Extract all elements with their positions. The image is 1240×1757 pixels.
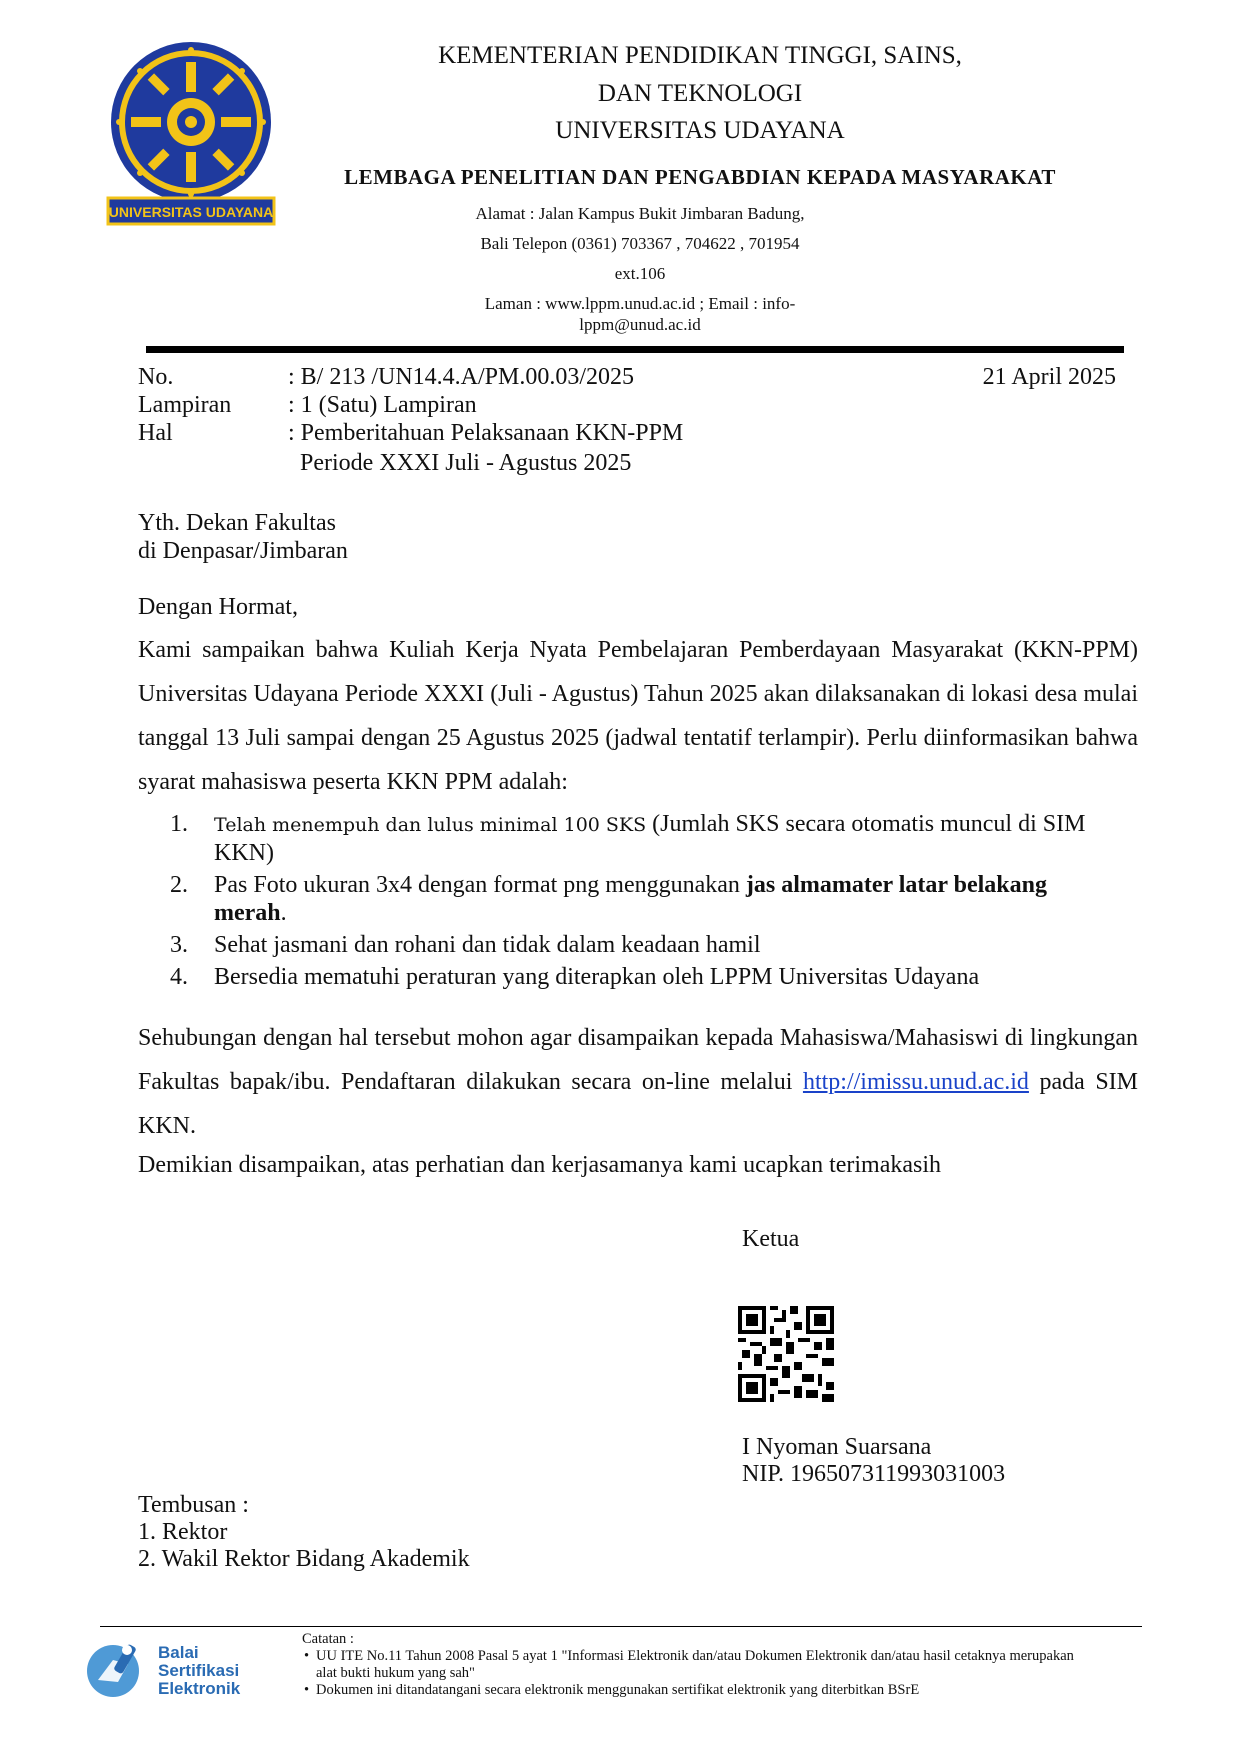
recipient-line1: Yth. Dekan Fakultas — [138, 510, 336, 536]
address-line1: Alamat : Jalan Kampus Bukit Jimbaran Badung, — [475, 204, 805, 223]
svg-text:UNIVERSITAS UDAYANA: UNIVERSITAS UDAYANA — [108, 204, 274, 220]
letterhead-divider — [146, 346, 1124, 353]
tembusan-label: Tembusan : — [138, 1492, 249, 1518]
bsre-line2: Sertifikasi — [158, 1661, 240, 1680]
no-label: No. — [138, 364, 174, 390]
list-text-cont: . — [280, 900, 287, 926]
notes-label: Catatan : — [302, 1631, 354, 1647]
closing-sentence: Demikian disampaikan, atas perhatian dan kerjasamanya kami ucapkan terimakasih — [138, 1152, 942, 1178]
hal-label: Hal — [138, 420, 173, 446]
bsre-line1: Balai — [158, 1643, 199, 1662]
bsre-logo — [80, 1638, 270, 1708]
address-line4: Laman : www.lppm.unud.ac.id ; Email : info- — [484, 294, 796, 313]
ministry-name-line2: DAN TEKNOLOGI — [597, 80, 803, 107]
list-item — [170, 871, 1100, 927]
footer-notes — [302, 1631, 1082, 1699]
list-number: 3. — [170, 932, 188, 958]
signature-title: Ketua — [742, 1226, 800, 1252]
bsre-line3: Elektronik — [158, 1679, 241, 1698]
lampiran-value: : 1 (Satu) Lampiran — [288, 392, 477, 418]
tembusan-item: 2. Wakil Rektor Bidang Akademik — [138, 1546, 470, 1572]
letter-date: 21 April 2025 — [982, 364, 1116, 390]
university-logo — [106, 40, 276, 226]
list-item — [170, 810, 1100, 867]
no-value: : B/ 213 /UN14.4.A/PM.00.03/2025 — [288, 364, 635, 390]
bsre-emblem-icon — [82, 1638, 146, 1704]
lampiran-label: Lampiran — [138, 392, 232, 418]
list-item — [170, 931, 1100, 959]
list-text: Bersedia mematuhi peraturan yang diterapkan oleh LPPM Universitas Udayana — [214, 964, 980, 990]
address-line2: Bali Telepon (0361) 703367 , 704622 , 701954 — [480, 234, 800, 253]
followup-text: Sehubungan dengan hal tersebut mohon agar disampaikan kepada Mahasiswa/Mahasiswi di lingkungan Fakultas bapak/ibu. Pendaftaran dilakukan secara on-line melalui — [138, 1025, 1138, 1095]
footer-divider — [100, 1626, 1142, 1627]
tembusan-item: 1. Rektor — [138, 1519, 228, 1545]
note-item: • Dokumen ini ditandatangani secara elektronik menggunakan sertifikat elektronik yang diterbitkan BSrE — [316, 1682, 1082, 1699]
signatory-nip: NIP. 196507311993031003 — [742, 1461, 1006, 1487]
list-number: 2. — [170, 872, 188, 898]
list-number: 4. — [170, 964, 188, 990]
signatory-name: I Nyoman Suarsana — [742, 1434, 932, 1460]
registration-link[interactable]: http://imissu.unud.ac.id — [802, 1069, 1029, 1095]
list-text: Telah menempuh dan lulus minimal 100 SKS — [214, 814, 647, 836]
greeting: Dengan Hormat, — [138, 594, 298, 620]
address-line3: ext.106 — [614, 264, 666, 283]
list-text-cont: (Jumlah SKS secara otomatis muncul di SIM KKN) — [214, 811, 1086, 866]
list-text: Sehat jasmani dan rohani dan tidak dalam keadaan hamil — [214, 932, 761, 958]
hal-value-line1: : Pemberitahuan Pelaksanaan KKN-PPM — [288, 420, 684, 446]
note-item: • UU ITE No.11 Tahun 2008 Pasal 5 ayat 1 "Informasi Elektronik dan/atau Dokumen Elektronik dan/atau hasil cetaknya merupakan alat bukti hukum yang sah" — [316, 1648, 1082, 1682]
qr-code — [738, 1306, 834, 1402]
hal-value-line2: Periode XXXI Juli - Agustus 2025 — [300, 450, 632, 476]
address-line5: lppm@unud.ac.id — [579, 315, 701, 334]
institute-name: LEMBAGA PENELITIAN DAN PENGABDIAN KEPADA MASYARAKAT — [344, 165, 1056, 189]
list-number: 1. — [170, 811, 188, 837]
list-item — [170, 963, 1100, 991]
link-suffix: pada SIM KKN. — [138, 1069, 1139, 1139]
recipient-line2: di Denpasar/Jimbaran — [138, 538, 348, 564]
list-text-bold: jas almamater latar belakang merah — [214, 872, 1047, 926]
requirements-list — [170, 810, 1100, 995]
university-name: UNIVERSITAS UDAYANA — [555, 117, 845, 144]
followup-paragraph — [138, 1016, 1138, 1148]
list-text: Pas Foto ukuran 3x4 dengan format png menggunakan — [214, 872, 746, 898]
intro-paragraph: Kami sampaikan bahwa Kuliah Kerja Nyata Pembelajaran Pemberdayaan Masyarakat (KKN-PPM) Universitas Udayana Periode XXXI (Juli - Agustus) Tahun 2025 akan dilaksanakan di lokasi desa mulai tanggal 13 Juli sampai dengan 25 Agustus 2025 (jadwal tentatif terlampir). Perlu diinformasikan bahwa syarat mahasiswa peserta KKN PPM adalah: — [138, 637, 1138, 795]
ministry-name-line1: KEMENTERIAN PENDIDIKAN TINGGI, SAINS, — [438, 42, 962, 69]
